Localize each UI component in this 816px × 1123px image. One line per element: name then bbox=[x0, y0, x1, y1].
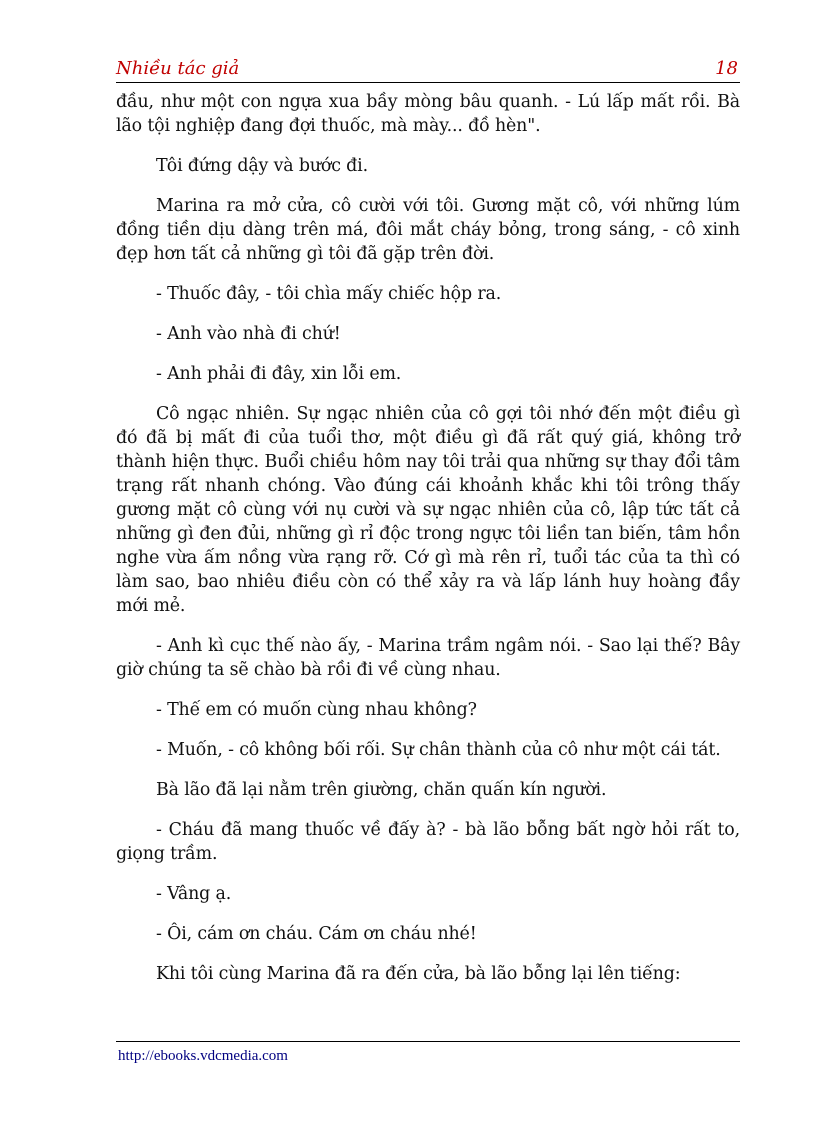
paragraph: - Thế em có muốn cùng nhau không? bbox=[156, 700, 477, 720]
footer-divider bbox=[116, 1041, 740, 1042]
paragraph: - Muốn, - cô không bối rối. Sự chân thành của cô như một cái tát. bbox=[156, 740, 721, 760]
paragraph: Cô ngạc nhiên. Sự ngạc nhiên của cô gợi tôi nhớ đến một điều gì đó đã bị mất đi của tuổi thơ, một điều gì đã rất quý giá, không trở thành hiện thực. Buổi chiều hôm nay tôi trải qua những sự thay đổi tâm trạng rất nhanh chóng. Vào đúng cái khoảnh khắc khi tôi trông thấy gương mặt cô cùng với nụ cười và sự ngạc nhiên của cô, lập tức tất cả những gì đen đủi, những gì rỉ độc trong ngực tôi liền tan biến, tâm hồn nghe vừa ấm nồng vừa rạng rỡ. Cớ gì mà rên rỉ, tuổi tác của ta thì có làm sao, bao nhiêu điều còn có thể xảy ra và lấp lánh huy hoàng đầy mới mẻ. bbox=[116, 404, 740, 616]
paragraph: - Cháu đã mang thuốc về đấy à? - bà lão bỗng bất ngờ hỏi rất to, giọng trầm. bbox=[116, 820, 740, 864]
paragraph: - Anh vào nhà đi chứ! bbox=[156, 324, 341, 344]
page-number: 18 bbox=[715, 58, 738, 79]
book-title: Nhiều tác giả bbox=[116, 58, 240, 79]
paragraph: - Thuốc đây, - tôi chìa mấy chiếc hộp ra. bbox=[156, 284, 502, 304]
paragraph: đầu, như một con ngựa xua bầy mòng bâu quanh. - Lú lấp mất rồi. Bà lão tội nghiệp đang đợi thuốc, mà mày... đồ hèn". bbox=[116, 92, 740, 136]
paragraph: Tôi đứng dậy và bước đi. bbox=[156, 156, 368, 176]
paragraph: - Anh phải đi đây, xin lỗi em. bbox=[156, 364, 402, 384]
paragraph: - Vâng ạ. bbox=[156, 884, 232, 904]
paragraph: - Anh kì cục thế nào ấy, - Marina trầm ngâm nói. - Sao lại thế? Bây giờ chúng ta sẽ chào bà rồi đi về cùng nhau. bbox=[116, 636, 740, 680]
paragraph: Khi tôi cùng Marina đã ra đến cửa, bà lão bỗng lại lên tiếng: bbox=[156, 964, 681, 984]
body-text bbox=[116, 90, 740, 1002]
footer-url-link[interactable]: http://ebooks.vdcmedia.com bbox=[118, 1048, 288, 1064]
paragraph: - Ôi, cám ơn cháu. Cám ơn cháu nhé! bbox=[156, 924, 477, 944]
paragraph: Marina ra mở cửa, cô cười với tôi. Gương mặt cô, với những lúm đồng tiền dịu dàng trên má, đôi mắt cháy bỏng, trong sáng, - cô xinh đẹp hơn tất cả những gì tôi đã gặp trên đời. bbox=[116, 196, 740, 264]
paragraph: Bà lão đã lại nằm trên giường, chăn quấn kín người. bbox=[156, 780, 607, 800]
page-header bbox=[116, 58, 740, 83]
